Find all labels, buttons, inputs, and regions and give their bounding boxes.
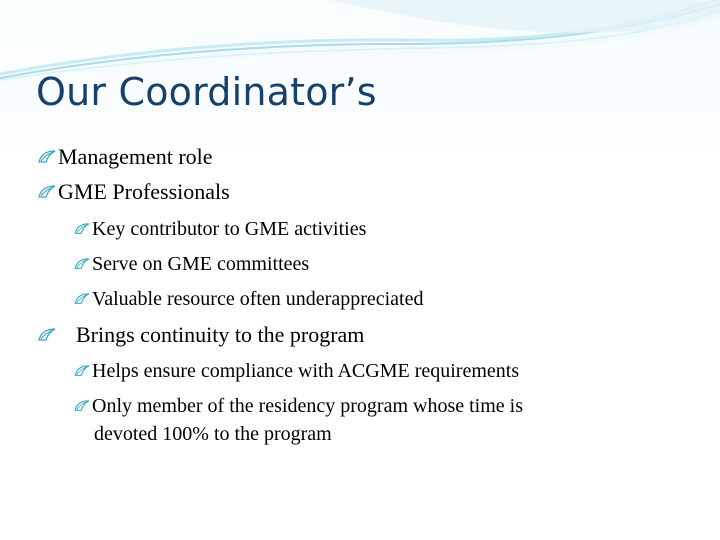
bullet-text: Helps ensure compliance with ACGME requirements <box>92 360 520 382</box>
bullet-text: Key contributor to GME activities <box>92 218 367 240</box>
bullet-item <box>38 144 213 170</box>
leaf-bullet-icon <box>38 185 58 199</box>
bullet-text: Brings continuity to the program <box>76 322 365 347</box>
bullet-item <box>38 322 364 348</box>
leaf-bullet-icon <box>38 328 76 342</box>
leaf-bullet-icon <box>38 150 58 164</box>
sub-bullet-item <box>74 395 523 418</box>
bullet-text: Only member of the residency program whose time is <box>92 395 523 417</box>
sub-bullet-item <box>74 360 519 383</box>
sub-bullet-item <box>74 218 366 241</box>
bullet-text: Management role <box>58 144 213 169</box>
leaf-bullet-icon <box>74 293 92 305</box>
sub-bullet-item <box>74 288 424 311</box>
bullet-text: Serve on GME committees <box>92 253 310 275</box>
leaf-bullet-icon <box>74 258 92 270</box>
leaf-bullet-icon <box>74 400 92 412</box>
bullet-text-continuation: devoted 100% to the program <box>94 423 332 445</box>
slide-title: Our Coordinator’s <box>36 70 377 114</box>
sub-bullet-item <box>74 253 309 276</box>
bullet-text: Valuable resource often underappreciated <box>92 288 424 310</box>
bullet-text: GME Professionals <box>58 179 230 204</box>
bullet-item <box>38 179 230 205</box>
leaf-bullet-icon <box>74 223 92 235</box>
leaf-bullet-icon <box>74 365 92 377</box>
